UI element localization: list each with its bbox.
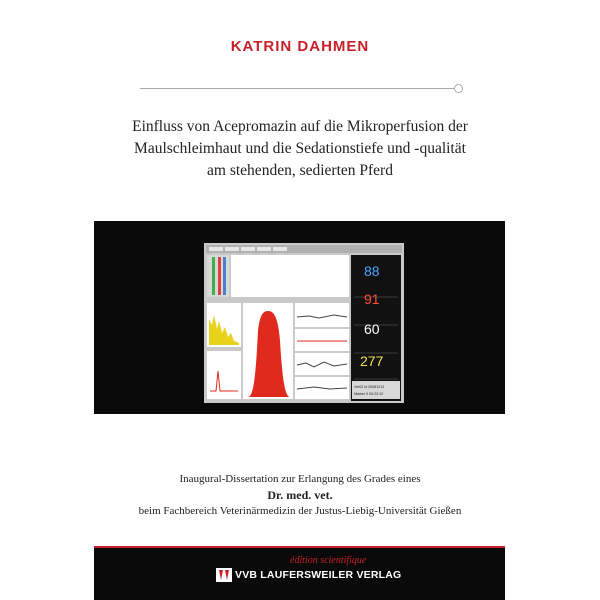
degree-title: Dr. med. vet. [267, 488, 333, 502]
title-line-3: am stehenden, sedierten Pferd [207, 162, 393, 179]
book-title [60, 116, 540, 182]
divider-line [140, 88, 456, 89]
description-line-3: beim Fachbereich Veterinärmedizin der Justus-Liebig-Universität Gießen [138, 505, 462, 517]
monitor-value-1: 88 [364, 263, 380, 279]
divider-ornament [454, 84, 463, 93]
monitor-value-2: 91 [364, 291, 380, 307]
status-line-2: Marker 0 00:23:12 [354, 392, 384, 396]
cover-photo [94, 221, 505, 414]
status-line-1: Vet02 Id 20081213 [354, 385, 385, 389]
title-line-2: Maulschleimhaut und die Sedationstiefe und -qualität [134, 140, 466, 157]
monitor-value-4: 277 [360, 353, 384, 369]
trend-panel [231, 255, 349, 297]
monitor-screen-illustration [94, 221, 505, 414]
author-name: KATRIN DAHMEN [230, 38, 370, 55]
publisher-band-accent [94, 546, 505, 548]
trend-panel-2 [295, 303, 349, 327]
dissertation-description [0, 471, 600, 519]
title-line-1: Einfluss von Acepromazin auf die Mikroperfusion der [132, 118, 468, 135]
publisher-logo-icon [216, 568, 232, 582]
trend-panel-3 [295, 329, 349, 351]
status-box [352, 381, 400, 399]
waveform-panel [207, 351, 241, 399]
description-line-1: Inaugural-Dissertation zur Erlangung des Grades eines [179, 473, 421, 485]
publisher-series: édition scientifique [290, 555, 367, 566]
monitor-value-3: 60 [364, 321, 380, 337]
publisher-name: VVB LAUFERSWEILER VERLAG [235, 569, 402, 581]
